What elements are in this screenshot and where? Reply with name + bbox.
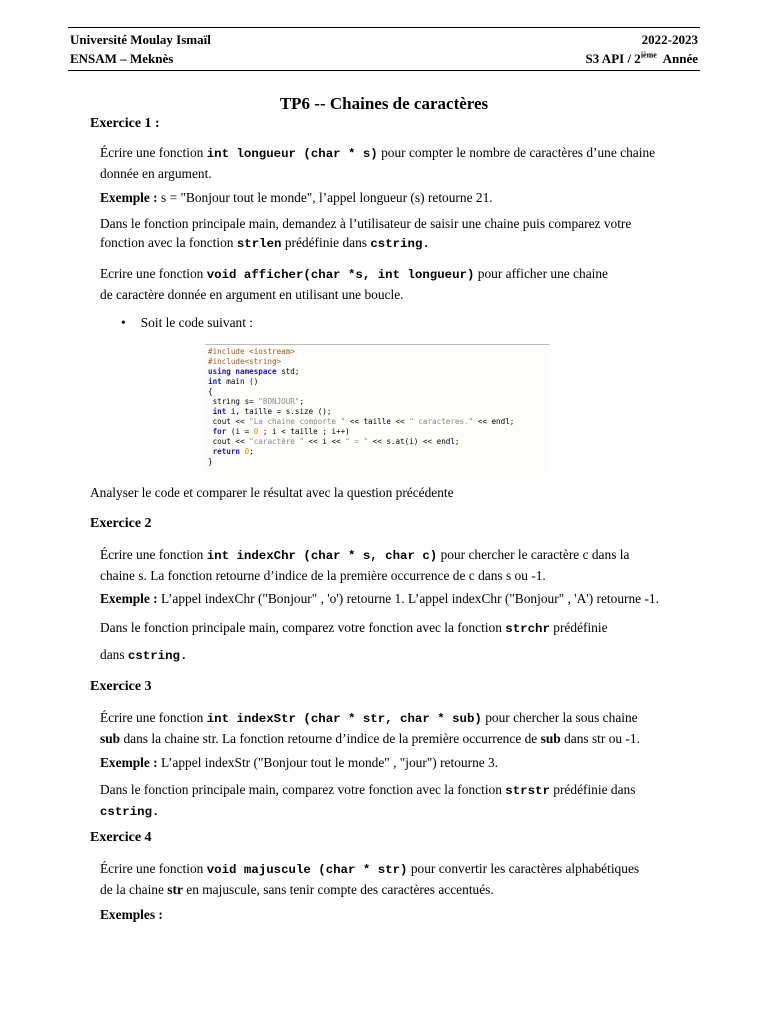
exercise-2-heading: Exercice 2 [90,516,152,531]
code-line: #include<string> [208,357,282,366]
university-name: Université Moulay Ismaïl [70,32,211,47]
code-line: { [208,387,213,396]
exercise-3-example: Exemple : L’appel indexStr ("Bonjour tout le monde" , "jour") retourne 3. [100,755,499,770]
bullet-item: • Soit le code suivant : [121,315,254,330]
code-line: #include <iostream> [208,347,295,356]
code-snippet [205,344,550,473]
class-level: S3 API / 2ième Année [585,50,698,66]
code-line: int i, taille = s.size (); [208,407,332,416]
exercise-4-statement: Écrire une fonction void majuscule (char * str) pour convertir les caractères alphabétiques de la chaine str en majuscule, sans tenir compte des caractères accentués. [100,861,640,897]
exercise-1-example: Exemple : s = "Bonjour tout le monde", l’appel longueur (s) retourne 21. [100,190,493,205]
code-line: string s= "BONJOUR"; [208,397,305,406]
exercise-4-examples-label: Exemples : [100,907,163,922]
code-line: } [208,457,213,466]
exercise-2-statement: Écrire une fonction int indexChr (char * s, char c) pour chercher le caractère c dans la chaine s. La fonction retourne d’indice de la première occurrence de c dans s ou -1. [100,547,630,583]
code-line: cout << "caractère " << i << " = " << s.at(i) << endl; [208,437,460,446]
exercise-1-statement: Écrire une fonction int longueur (char * s) pour compter le nombre de caractères d’une chaine donnée en argument. [100,145,656,181]
exercise-2-main-instruction: Dans le fonction principale main, comparez votre fonction avec la fonction strchr prédéfinie [100,620,608,636]
exercise-3-main-instruction: Dans le fonction principale main, comparez votre fonction avec la fonction strstr prédéfinie dans cstring. [100,782,636,819]
exercise-1-heading: Exercice 1 : [90,116,160,131]
exercise-3-statement: Écrire une fonction int indexStr (char * str, char * sub) pour chercher la sous chaine sub dans la chaine str. La fonction retourne d’indice de la première occurrence de sub dans str ou -1. [100,710,640,746]
code-line: cout << "La chaine comporte " << taille << " caracteres." << endl; [208,417,515,426]
page-title: TP6 -- Chaines de caractères [279,94,489,113]
header-bottom-rule [68,70,700,71]
code-line: using namespace std; [208,367,300,376]
exercise-1-display-function: Ecrire une fonction void afficher(char *s, int longueur) pour afficher une chaine de caractère donnée en argument en utilisant une boucle. [100,266,608,302]
exercise-4-heading: Exercice 4 [90,830,152,845]
exercise-3-heading: Exercice 3 [90,679,152,694]
exercise-2-example: Exemple : L’appel indexChr ("Bonjour" , 'o') retourne 1. L’appel indexChr ("Bonjour" , 'A') retourne -1. [100,591,659,606]
school-name: ENSAM – Meknès [70,51,174,66]
exercise-1-main-instruction: Dans le fonction principale main, demandez à l’utilisateur de saisir une chaine puis comparez votre fonction avec la fonction strlen prédéfinie dans cstring. [100,216,632,251]
code-line: for (i = 0 ; i < taille ; i++) [208,427,350,436]
exercise-1-analysis: Analyser le code et comparer le résultat avec la question précédente [90,485,454,500]
header-top-rule [68,27,700,28]
exercise-2-main-instruction-cont: dans cstring. [100,647,188,663]
code-line: int main () [208,377,259,386]
academic-year: 2022-2023 [641,32,698,47]
code-line: return 0; [208,447,254,456]
